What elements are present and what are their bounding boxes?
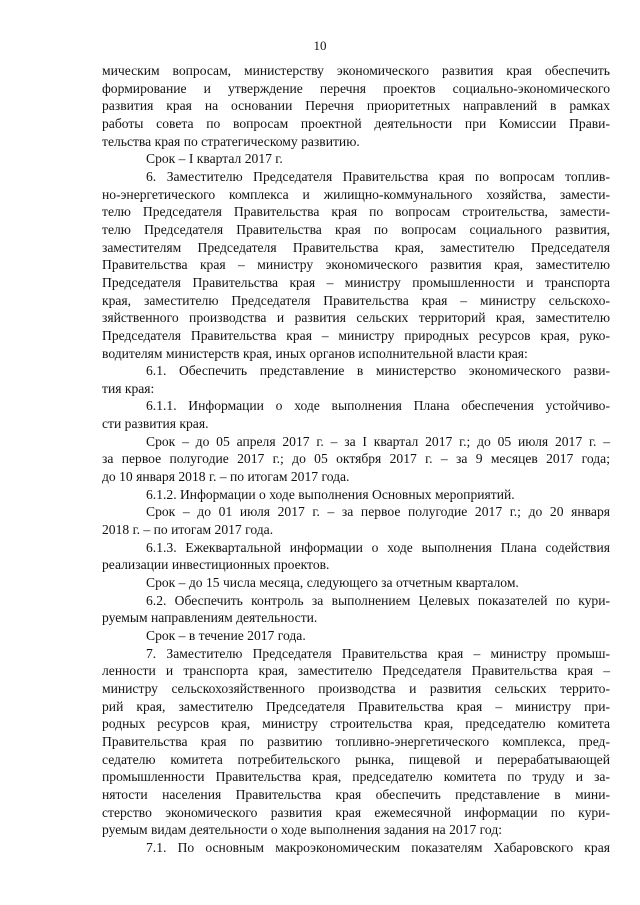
text-line: 2018 г. – по итогам 2017 года. bbox=[102, 522, 274, 538]
text-line: 6.2. Обеспечить контроль за выполнением Целевых показателей по кури- bbox=[146, 592, 610, 608]
text-line: тельства края по стратегическому развитию. bbox=[102, 133, 360, 149]
text-line: нятости населения Правительства края обеспечить представление в мини- bbox=[102, 786, 610, 802]
text-line: промышленности Правительства края, председателю комитета по труду и за- bbox=[102, 769, 610, 785]
text-line: седателю комитета потребительского рынка, пищевой и перерабатывающей bbox=[102, 751, 610, 767]
document-body bbox=[102, 62, 610, 857]
text-line: руемым направлениям деятельности. bbox=[102, 610, 318, 626]
text-line: телю Председателя Правительства края по вопросам социального развития, bbox=[102, 221, 610, 237]
text-line: 6.1. Обеспечить представление в министерство экономического разви- bbox=[146, 363, 610, 379]
text-line: телю Председателя Правительства края по вопросам строительства, замести- bbox=[102, 204, 610, 220]
text-line: Правительства края – министру экономического развития края, заместителю bbox=[102, 257, 610, 273]
text-line: Срок – в течение 2017 года. bbox=[146, 628, 306, 643]
text-line: 6.1.1. Информации о ходе выполнения Плана обеспечения устойчиво- bbox=[146, 398, 610, 414]
text-line: заместителям Председателя Правительства края, заместителю Председателя bbox=[102, 239, 610, 255]
text-line: Срок – до 05 апреля 2017 г. – за I квартал 2017 г.; до 05 июля 2017 г. – bbox=[146, 433, 610, 449]
text-line: 6.1.2. Информации о ходе выполнения Основных мероприятий. bbox=[146, 486, 515, 502]
text-line: водителям министерств края, иных органов исполнительной власти края: bbox=[102, 345, 528, 361]
text-line: но-энергетического комплекса и жилищно-коммунального хозяйства, замести- bbox=[102, 186, 610, 202]
page-number: 10 bbox=[313, 38, 327, 53]
text-line: рий края, заместителю Председателя Правительства края – министру при- bbox=[102, 698, 610, 714]
text-line: Председателя Правительства края – министру промышленности и транспорта bbox=[102, 274, 610, 290]
text-line: сти развития края. bbox=[102, 416, 209, 432]
text-line: мическим вопросам, министерству экономического развития края обеспечить bbox=[102, 63, 610, 78]
text-line: за первое полугодие 2017 г.; до 05 октября 2017 г. – за 9 месяцев 2017 года; bbox=[102, 451, 610, 467]
text-line: стерство экономического развития края ежемесячной информации по кури- bbox=[102, 804, 610, 820]
text-line: Правительства края по развитию топливно-энергетического комплекса, пред- bbox=[102, 733, 610, 749]
text-line: реализации инвестиционных проектов. bbox=[102, 557, 330, 573]
text-line: 7.1. По основным макроэкономическим показателям Хабаровского края bbox=[146, 839, 610, 855]
text-line: развития края на основании Перечня приоритетных направлений в рамках bbox=[102, 98, 610, 114]
text-line: руемым видам деятельности о ходе выполнения задания на 2017 год: bbox=[102, 822, 503, 838]
text-line: 6.1.3. Ежеквартальной информации о ходе выполнения Плана содействия bbox=[146, 539, 610, 555]
text-line: Срок – до 15 числа месяца, следующего за отчетным кварталом. bbox=[146, 575, 519, 591]
text-line: ленности и транспорта края, заместителю Председателя Правительства края – bbox=[102, 663, 610, 679]
text-line: зяйственного производства и развития сельских территорий края, заместителю bbox=[102, 310, 610, 326]
text-line: формирование и утверждение перечня проектов социально-экономического bbox=[102, 80, 610, 96]
text-line: министру сельскохозяйственного производства и развития сельских террито- bbox=[102, 680, 610, 696]
text-line: Срок – I квартал 2017 г. bbox=[146, 151, 283, 167]
text-line: Срок – до 01 июля 2017 г. – за первое полугодие 2017 г.; до 20 января bbox=[146, 504, 610, 520]
text-line: работы совета по вопросам проектной деятельности при Комиссии Прави- bbox=[102, 115, 610, 131]
text-line: до 10 января 2018 г. – по итогам 2017 года. bbox=[102, 469, 350, 485]
text-line: Председателя Правительства края – министру природных ресурсов края, руко- bbox=[102, 327, 610, 343]
text-line: 7. Заместителю Председателя Правительства края – министру промыш- bbox=[146, 645, 610, 661]
text-line: края, заместителю Председателя Правительства края – министру сельскохо- bbox=[102, 292, 610, 308]
text-line: 6. Заместителю Председателя Правительства края по вопросам топлив- bbox=[146, 168, 610, 184]
text-line: тия края: bbox=[102, 380, 155, 396]
text-line: родных ресурсов края, министру строительства края, председателю комитета bbox=[102, 716, 610, 732]
